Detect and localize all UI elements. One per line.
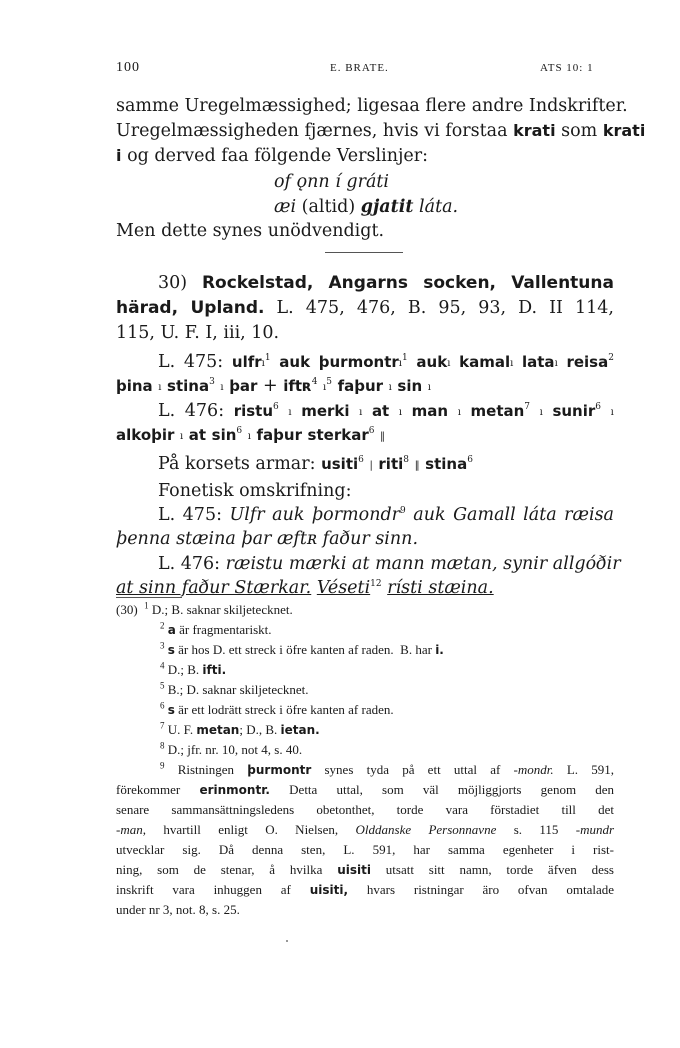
phonetic-476-line-2: at sinn faður Stærkar. Véseti$^{12}$ rísti stæina. — [116, 578, 494, 598]
runic-transliteration-476-line-1: L. 476: ristu$^6$ ı merki ı at ı man ı metan$^7$ ı sunir$^6$ ı — [158, 401, 614, 421]
footnote-4: $^4$ D.; B. ifti. — [160, 660, 227, 677]
verse-line-1: of ǫnn í gráti — [274, 172, 390, 192]
running-head-reference: ATS 10: 1 — [540, 62, 594, 74]
verse-line-2: æi (altid) gjatit láta. — [274, 197, 459, 217]
phonetic-heading: Fonetisk omskrifning: — [158, 481, 352, 501]
section-divider — [325, 252, 403, 253]
intro-line-2: Uregelmæssigheden fjærnes, hvis vi forstaa krati som krati — [116, 121, 646, 141]
footnote-9-line-8: under nr 3, not. 8, s. 25. — [116, 902, 240, 917]
footnote-9-line-3: senare sammansättningsledens obetonthet, torde vara förstadiet till det — [116, 802, 614, 817]
footnote-7: $^7$ U. F. metan; D., B. ietan. — [160, 720, 320, 737]
footnote-9-line-5: utvecklar sig. Då denna sten, L. 591, har samma egenheter i rist- — [116, 842, 614, 857]
running-head-author: E. BRATE. — [330, 62, 389, 74]
intro-line-3: i og derved faa fölgende Verslinjer: — [116, 146, 429, 166]
page-number: 100 — [116, 60, 140, 75]
section-heading-1: 30) Rockelstad, Angarns socken, Vallentuna — [158, 273, 614, 293]
footnote-6: $^6$ s är ett lodrätt streck i öfre kanten af raden. — [160, 700, 394, 717]
print-speck — [286, 940, 288, 942]
footnote-2: $^2$ a är fragmentariskt. — [160, 620, 272, 637]
runic-transliteration-475-line-1: L. 475: ulfrı$^1$ auk þurmontrı$^1$ aukı kamalı lataı reisa$^2$ — [158, 352, 614, 372]
footnote-9-line-1: $^9$ Ristningen þurmontr synes tyda på ett uttal af -mondr. L. 591, — [160, 760, 614, 777]
footnote-9-line-4: -man, hvartill enligt O. Nielsen, Olddanske Personnavne s. 115 -mundr — [116, 822, 615, 837]
footnote-9-line-7: inskrift vara inhuggen af uisiti, hvars ristningar äro ofvan omtalade — [116, 882, 615, 897]
phonetic-475-line-1: L. 475: Ulfr auk þormondr$^9$ auk Gamall láta ræisa — [158, 505, 614, 525]
footnote-9-line-6: ning, som de stenar, å hvilka uisiti utsatt sitt namn, torde äfven dess — [116, 862, 614, 877]
phonetic-475-line-2: þenna stæina þar æftʀ faður sinn. — [116, 529, 419, 549]
intro-line-6: Men dette synes unödvendigt. — [116, 221, 385, 241]
runic-transliteration-476-line-2: alkoþir ı at $\sin^6$ ı faþur sterkar$^6$ ‖ — [116, 426, 386, 444]
footnote-3: $^3$ s är hos D. ett streck i öfre kanten af raden. B. har i. — [160, 640, 444, 657]
section-heading-3: 115, U. F. I, iii, 10. — [116, 323, 280, 343]
footnote-8: $^8$ D.; jfr. nr. 10, not 4, s. 40. — [160, 740, 303, 757]
cross-arms-line: På korsets armar: usiti$^6$ | riti$^8$ ‖ stina$^6$ — [158, 454, 473, 474]
intro-line-1: samme Uregelmæssighed; ligesaa flere andre Indskrifter. — [116, 96, 628, 116]
footnote-1: (30) $^1$ D.; B. saknar skiljetecknet. — [116, 600, 293, 617]
phonetic-476-line-1: L. 476: ræistu mærki at mann mætan, synir allgóðir — [158, 554, 621, 574]
footnote-divider — [116, 597, 182, 598]
section-heading-2: härad, Upland. L. 475, 476, B. 95, 93, D. II 114, — [116, 298, 614, 318]
runic-transliteration-475-line-2: þina ı stina$^3$ ı þar + iftʀ$^4$ $ı^5$ faþur ı sin ı — [116, 376, 431, 396]
footnote-5: $^5$ B.; D. saknar skiljetecknet. — [160, 680, 309, 697]
footnote-9-line-2: förekommer erinmontr. Detta uttal, som väl möjliggjorts genom den — [116, 782, 615, 797]
